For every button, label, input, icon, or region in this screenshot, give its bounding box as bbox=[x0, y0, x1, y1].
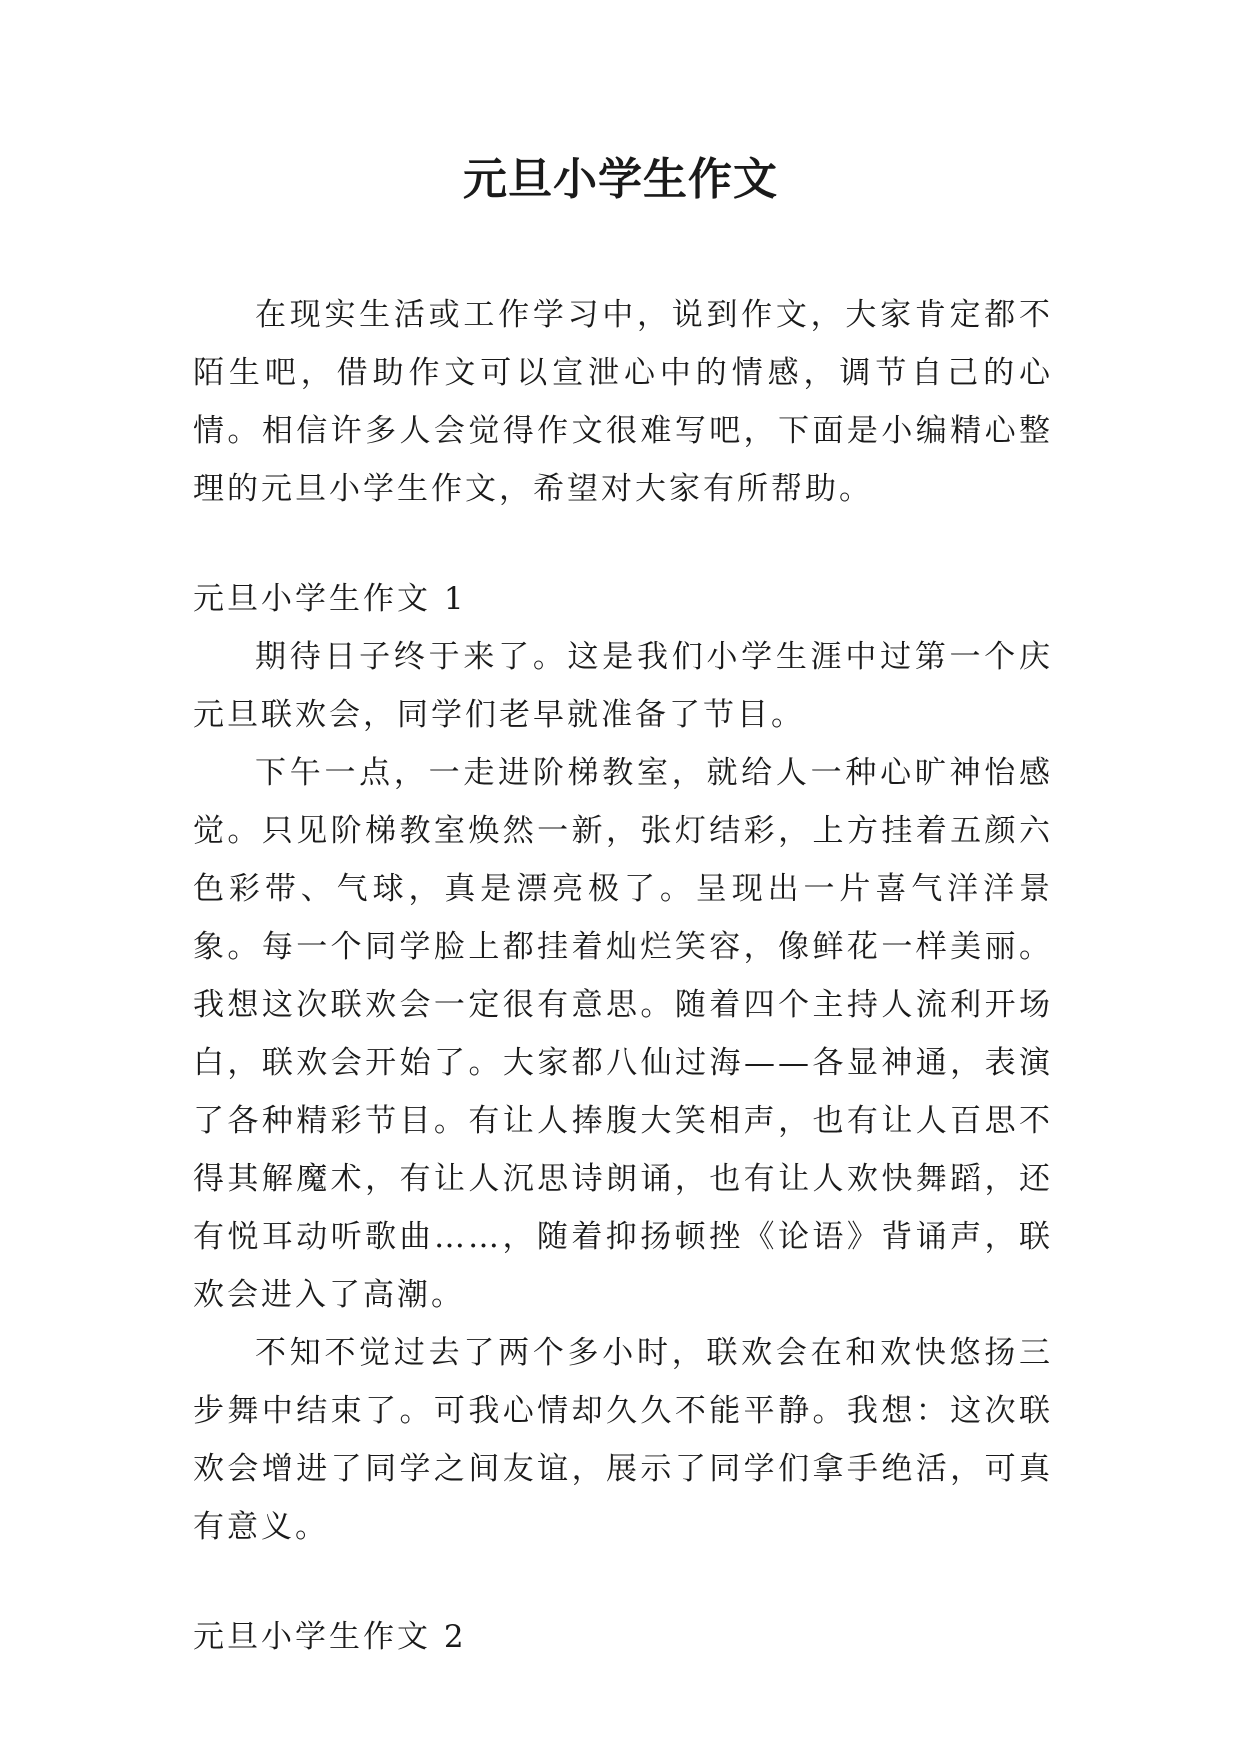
section-1-paragraph-1: 期待日子终于来了。这是我们小学生涯中过第一个庆元旦联欢会，同学们老早就准备了节目。 bbox=[193, 639, 1053, 733]
section-1-paragraph-3: 不知不觉过去了两个多小时，联欢会在和欢快悠扬三步舞中结束了。可我心情却久久不能平静。我想：这次联欢会增进了同学之间友谊，展示了同学们拿手绝活，可真有意义。 bbox=[193, 1335, 1053, 1545]
spacer bbox=[193, 1556, 1053, 1608]
section-heading-1: 元旦小学生作文 1 bbox=[193, 581, 467, 617]
document-body bbox=[193, 286, 1053, 1666]
section-heading-2: 元旦小学生作文 2 bbox=[193, 1619, 467, 1655]
document-title: 元旦小学生作文 bbox=[463, 154, 778, 205]
spacer bbox=[193, 518, 1053, 570]
section-1-paragraph-2: 下午一点，一走进阶梯教室，就给人一种心旷神怡感觉。只见阶梯教室焕然一新，张灯结彩，上方挂着五颜六色彩带、气球，真是漂亮极了。呈现出一片喜气洋洋景象。每一个同学脸上都挂着灿烂笑容，像鲜花一样美丽。我想这次联欢会一定很有意思。随着四个主持人流利开场白，联欢会开始了。大家都八仙过海——各显神通，表演了各种精彩节目。有让人捧腹大笑相声，也有让人百思不得其解魔术，有让人沉思诗朗诵，也有让人欢快舞蹈，还有悦耳动听歌曲……，随着抑扬顿挫《论语》背诵声，联欢会进入了高潮。 bbox=[193, 755, 1053, 1313]
intro-paragraph: 在现实生活或工作学习中，说到作文，大家肯定都不陌生吧，借助作文可以宣泄心中的情感，调节自己的心情。相信许多人会觉得作文很难写吧，下面是小编精心整理的元旦小学生作文，希望对大家有所帮助。 bbox=[193, 297, 1053, 507]
